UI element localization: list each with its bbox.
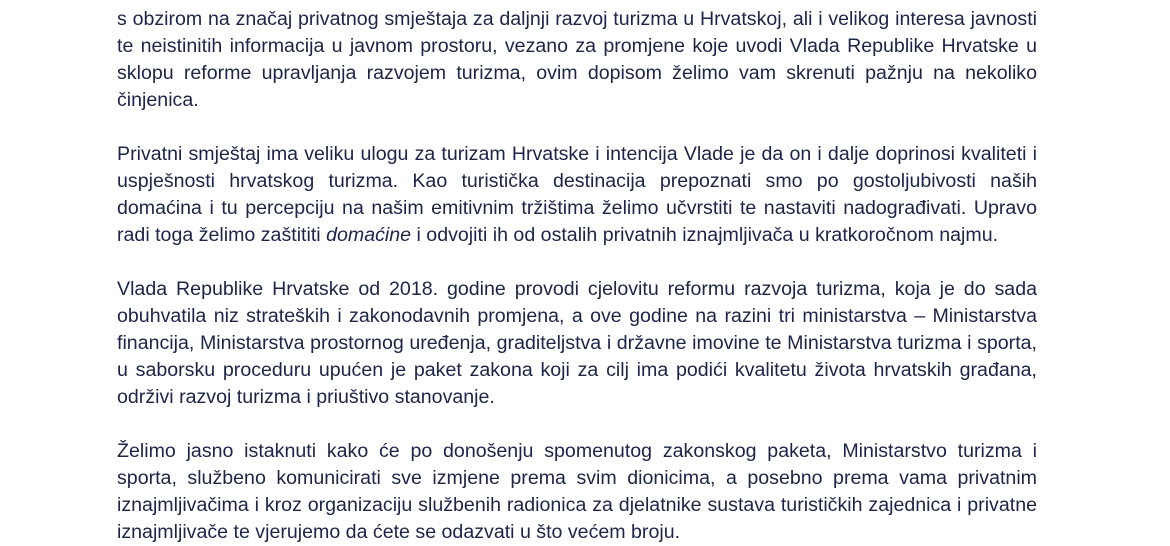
paragraph-communication: Želimo jasno istaknuti kako će po donošenju spomenutog zakonskog paketa, Ministarstvo turizma i sporta, službeno komunicirati sve izmjene prema svim dionicima, a posebno prema vama privatnim iznajmljivačima i kroz organizaciju službenih radionica za djelatnike sustava turističkih zajednica i privatne iznajmljivače te vjerujemo da ćete se odazvati u što većem broju. — [117, 440, 1037, 543]
paragraph-intro: s obzirom na značaj privatnog smještaja za daljnji razvoj turizma u Hrvatskoj, ali i velikog interesa javnosti te neistinitih informacija u javnom prostoru, vezano za promjene koje uvodi Vlada Republike Hrvatske u sklopu reforme upravljanja razvojem turizma, ovim dopisom želimo vam skrenuti pažnju na nekoliko činjenica. — [117, 8, 1037, 111]
paragraph-text: i odvojiti ih od ostalih privatnih iznajmljivača u kratkoročnom najmu. — [411, 224, 999, 246]
paragraph-private-accommodation — [117, 141, 1037, 249]
paragraph-text: Privatni smještaj ima veliku ulogu za turizam Hrvatske i intencija Vlade je da on i dalje doprinosi kvaliteti i uspješnosti hrvatskog turizma. Kao turistička destinacija prepoznati smo po gostoljubivosti naših domaćina i tu percepciju na našim emitivnim tržištima želimo učvrstiti te nastaviti nadograđivati. Upravo radi toga želimo zaštititi — [117, 143, 1037, 246]
emphasized-word: domaćine — [326, 224, 412, 246]
paragraph-government-reform: Vlada Republike Hrvatske od 2018. godine provodi cjelovitu reformu razvoja turizma, koja je do sada obuhvatila niz strateških i zakonodavnih promjena, a ove godine na razini tri ministarstva – Ministarstva financija, Ministarstva prostornog uređenja, graditeljstva i državne imovine te Ministarstva turizma i sporta, u saborsku proceduru upućen je paket zakona koji za cilj ima podići kvalitetu života hrvatskih građana, održivi razvoj turizma i priuštivo stanovanje. — [117, 278, 1037, 408]
